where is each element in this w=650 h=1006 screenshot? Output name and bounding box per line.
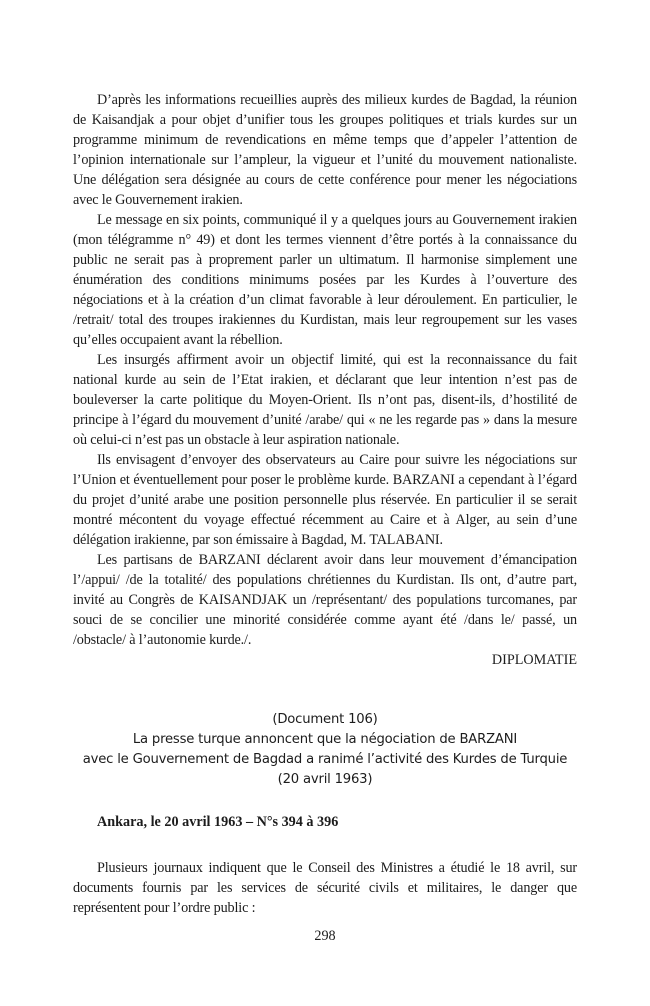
page-body: [73, 90, 577, 918]
paragraph-5: Les partisans de BARZANI déclarent avoir dans leur mouvement d’émancipation l’/appui/ /de la totalité/ des populations chrétiennes du Kurdistan. Ils ont, d’autre part, invité au Congrès de KAISANDJAK un /représentant/ des populations turcomanes, par souci de se concilier une minorité considérée comme ayant été /dans le/ passé, un /obstacle/ à l’autonomie kurde./.: [73, 552, 577, 648]
document-title-line-1: La presse turque annoncent que la négociation de BARZANI: [132, 732, 518, 747]
document-title-line-2: avec le Gouvernement de Bagdad a ranimé l’activité des Kurdes de Turquie: [82, 752, 568, 767]
paragraph-3: Les insurgés affirment avoir un objectif limité, qui est la reconnaissance du fait national kurde au sein de l’Etat irakien, et déclarant que leur intention n’est pas de bouleverser la carte politique du Moyen-Orient. Ils n’ont pas, disent-ils, d’hostilité de principe à l’égard du mouvement d’unité /arabe/ qui « ne les regarde pas » dans la mesure où celui-ci n’est pas un obstacle à leur aspiration nationale.: [73, 352, 577, 448]
document-date: (20 avril 1963): [277, 772, 373, 787]
signature: DIPLOMATIE: [491, 652, 577, 668]
final-paragraph: Plusieurs journaux indiquent que le Conseil des Ministres a étudié le 18 avril, sur documents fournis par les services de sécurité civils et militaires, le danger que représentent pour l’ordre public :: [73, 860, 577, 916]
paragraph-4: Ils envisagent d’envoyer des observateurs au Caire pour suivre les négociations sur l’Union et éventuellement pour poser le problème kurde. BARZANI a cependant à l’égard du projet d’unité arabe une position personnelle plus réservée. En particulier il se serait montré mécontent du voyage effectué récemment au Caire et à Alger, au sein d’une délégation irakienne, par son émissaire à Bagdad, M. TALABANI.: [73, 452, 577, 548]
document-header: [73, 710, 577, 790]
page-number: 298: [314, 928, 336, 944]
dateline: Ankara, le 20 avril 1963 – N°s 394 à 396: [97, 814, 339, 830]
document-number: (Document 106): [272, 712, 378, 727]
paragraph-1: D’après les informations recueillies auprès des milieux kurdes de Bagdad, la réunion de Kaisandjak a pour objet d’unifier tous les groupes politiques et trials kurdes sur un programme minimum de revendications en même temps que d’appeler l’attention de l’opinion internationale sur l’ampleur, la vigueur et l’unité du mouvement nationaliste. Une délégation sera désignée au cours de cette conférence pour mener les négociations avec le Gouvernement irakien.: [73, 92, 577, 208]
paragraph-2: Le message en six points, communiqué il y a quelques jours au Gouvernement irakien (mon télégramme n° 49) et dont les termes viennent d’être portés à la connaissance du public ne serait pas à proprement parler un ultimatum. Il harmonise simplement une énumération des conditions minimums posées par les Kurdes à l’ouverture des négociations et à la création d’un climat favorable à leur déroulement. En particulier, le /retrait/ total des troupes irakiennes du Kurdistan, mais leur regroupement sur les vases qu’elles occupaient avant la rébellion.: [73, 212, 577, 348]
